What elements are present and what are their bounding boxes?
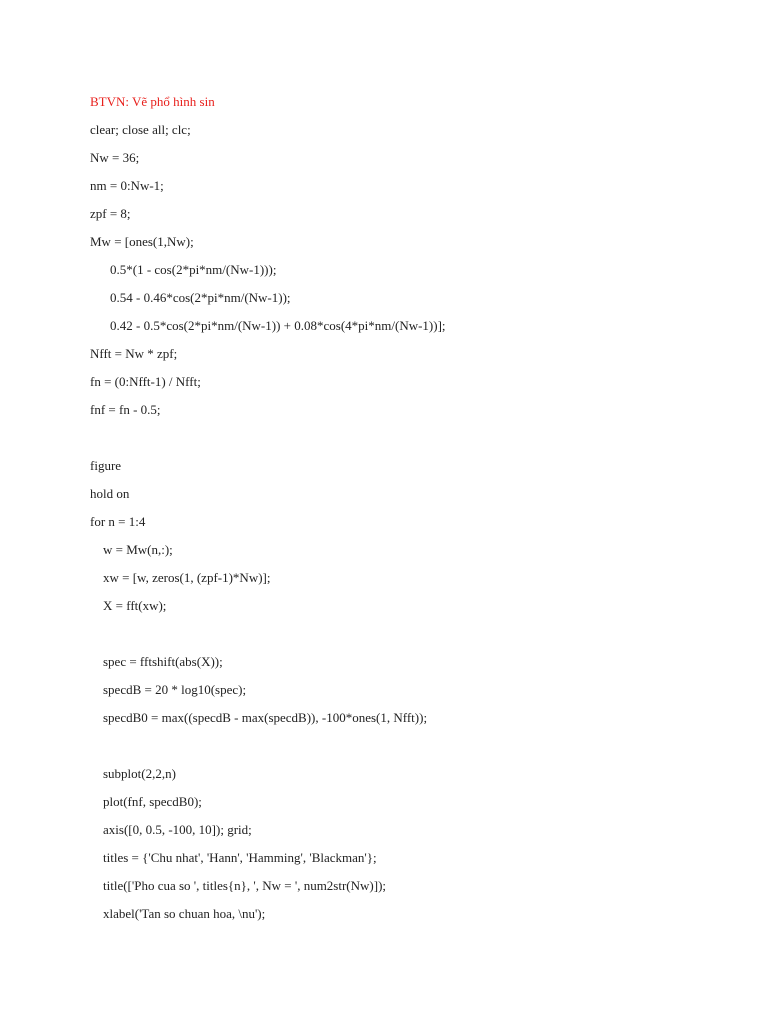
code-line: subplot(2,2,n) (103, 766, 176, 781)
code-line: titles = {'Chu nhat', 'Hann', 'Hamming', 'Blackman'}; (103, 850, 377, 865)
code-line: spec = fftshift(abs(X)); (103, 654, 223, 669)
code-line: Mw = [ones(1,Nw); (90, 234, 194, 249)
code-line: Nfft = Nw * zpf; (90, 346, 178, 361)
code-line: 0.5*(1 - cos(2*pi*nm/(Nw-1))); (110, 262, 277, 277)
code-line: specdB = 20 * log10(spec); (103, 682, 247, 697)
code-line: axis([0, 0.5, -100, 10]); grid; (103, 822, 252, 837)
code-line: X = fft(xw); (103, 598, 167, 613)
code-line: fn = (0:Nfft-1) / Nfft; (90, 374, 201, 389)
code-line: 0.42 - 0.5*cos(2*pi*nm/(Nw-1)) + 0.08*cos(4*pi*nm/(Nw-1))]; (110, 318, 446, 333)
code-line: zpf = 8; (90, 206, 131, 221)
code-line: fnf = fn - 0.5; (90, 402, 161, 417)
code-line: 0.54 - 0.46*cos(2*pi*nm/(Nw-1)); (110, 290, 291, 305)
code-line: w = Mw(n,:); (103, 542, 173, 557)
code-line: for n = 1:4 (90, 514, 146, 529)
code-line: nm = 0:Nw-1; (90, 178, 164, 193)
code-line: xw = [w, zeros(1, (zpf-1)*Nw)]; (103, 570, 271, 585)
code-line: figure (90, 458, 122, 473)
code-line: title(['Pho cua so ', titles{n}, ', Nw = ', num2str(Nw)]); (103, 878, 387, 893)
code-line: Nw = 36; (90, 150, 140, 165)
code-line: xlabel('Tan so chuan hoa, \nu'); (103, 906, 266, 921)
code-line: plot(fnf, specdB0); (103, 794, 202, 809)
code-line: clear; close all; clc; (90, 122, 191, 137)
document-heading: BTVN: Vẽ phổ hình sin (90, 94, 215, 109)
code-line: hold on (90, 486, 130, 501)
code-line: specdB0 = max((specdB - max(specdB)), -100*ones(1, Nfft)); (103, 710, 428, 725)
